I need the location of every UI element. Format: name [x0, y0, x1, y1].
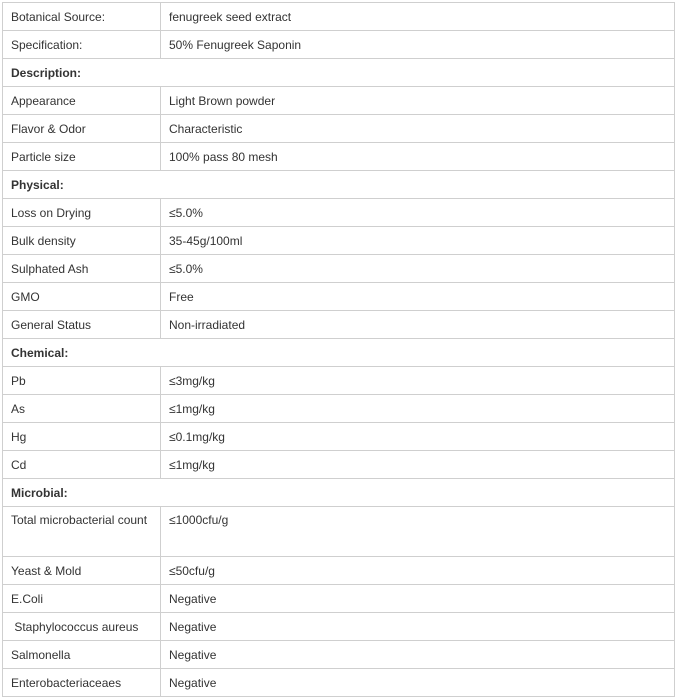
item-value: Negative [161, 641, 675, 669]
item-value: Negative [161, 613, 675, 641]
specification-table [2, 2, 675, 697]
item-label: Salmonella [3, 641, 161, 669]
item-label: Yeast & Mold [3, 557, 161, 585]
item-value: Negative [161, 669, 675, 697]
item-label: Particle size [3, 143, 161, 171]
table-row [3, 423, 675, 451]
table-row [3, 367, 675, 395]
table-row [3, 613, 675, 641]
table-row [3, 641, 675, 669]
item-value: Negative [161, 585, 675, 613]
section-title: Description: [3, 59, 675, 87]
item-label: Cd [3, 451, 161, 479]
specification-table-body [3, 3, 675, 697]
table-row [3, 557, 675, 585]
item-value: 100% pass 80 mesh [161, 143, 675, 171]
item-label: Enterobacteriaceaes [3, 669, 161, 697]
table-row [3, 31, 675, 59]
table-row [3, 283, 675, 311]
item-label: General Status [3, 311, 161, 339]
table-row [3, 395, 675, 423]
item-value: 35-45g/100ml [161, 227, 675, 255]
item-label: As [3, 395, 161, 423]
item-label: Sulphated Ash [3, 255, 161, 283]
item-value: ≤50cfu/g [161, 557, 675, 585]
item-value: Characteristic [161, 115, 675, 143]
item-value: ≤1mg/kg [161, 451, 675, 479]
table-row [3, 311, 675, 339]
item-label: Hg [3, 423, 161, 451]
table-row [3, 143, 675, 171]
item-label: Bulk density [3, 227, 161, 255]
item-value: ≤1000cfu/g [161, 507, 675, 557]
item-label: Specification: [3, 31, 161, 59]
item-value: Non-irradiated [161, 311, 675, 339]
item-label: Appearance [3, 87, 161, 115]
table-row [3, 255, 675, 283]
section-header-row [3, 59, 675, 87]
section-title: Microbial: [3, 479, 675, 507]
item-label: Flavor & Odor [3, 115, 161, 143]
item-label: E.Coli [3, 585, 161, 613]
section-header-row [3, 339, 675, 367]
item-value: ≤3mg/kg [161, 367, 675, 395]
table-row [3, 199, 675, 227]
table-row [3, 585, 675, 613]
item-value: Light Brown powder [161, 87, 675, 115]
item-value: ≤5.0% [161, 199, 675, 227]
item-value: 50% Fenugreek Saponin [161, 31, 675, 59]
table-row [3, 227, 675, 255]
item-label: Botanical Source: [3, 3, 161, 31]
section-title: Physical: [3, 171, 675, 199]
table-row [3, 3, 675, 31]
item-value: ≤1mg/kg [161, 395, 675, 423]
item-label: Total microbacterial count [3, 507, 161, 557]
section-header-row [3, 171, 675, 199]
table-row [3, 115, 675, 143]
item-label: GMO [3, 283, 161, 311]
item-label: Pb [3, 367, 161, 395]
item-value: ≤5.0% [161, 255, 675, 283]
table-row [3, 87, 675, 115]
table-row [3, 669, 675, 697]
item-value: fenugreek seed extract [161, 3, 675, 31]
table-row [3, 507, 675, 557]
section-title: Chemical: [3, 339, 675, 367]
section-header-row [3, 479, 675, 507]
table-row [3, 451, 675, 479]
item-label: Loss on Drying [3, 199, 161, 227]
item-value: ≤0.1mg/kg [161, 423, 675, 451]
item-value: Free [161, 283, 675, 311]
item-label: Staphylococcus aureus [3, 613, 161, 641]
